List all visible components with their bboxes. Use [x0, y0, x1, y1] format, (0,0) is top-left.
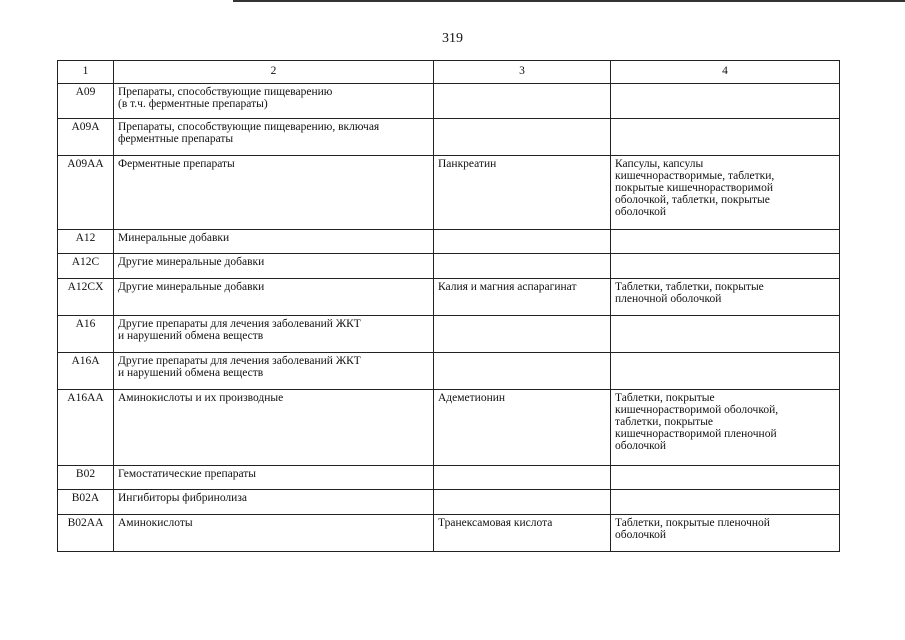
atc-code: B02 — [58, 466, 114, 490]
table-row — [58, 119, 840, 156]
atc-code: B02AA — [58, 515, 114, 552]
table-row — [58, 156, 840, 230]
dosage-form — [611, 316, 840, 353]
table-row — [58, 353, 840, 390]
substance-name: Транексамовая кислота — [434, 515, 611, 552]
substance-name: Панкреатин — [434, 156, 611, 230]
dosage-form — [611, 466, 840, 490]
dosage-form — [611, 119, 840, 156]
table-row — [58, 515, 840, 552]
substance-name — [434, 466, 611, 490]
atc-code: A12CX — [58, 279, 114, 316]
group-name: Другие минеральные добавки — [114, 279, 434, 316]
group-name: Препараты, способствующие пищеварению, включая ферментные препараты — [114, 119, 434, 156]
atc-code: A09AA — [58, 156, 114, 230]
drug-table — [57, 60, 840, 552]
substance-name: Адеметионин — [434, 390, 611, 466]
substance-name — [434, 316, 611, 353]
dosage-form — [611, 84, 840, 119]
table-row — [58, 84, 840, 119]
dosage-form — [611, 230, 840, 254]
table-row — [58, 316, 840, 353]
dosage-form: Таблетки, таблетки, покрытые пленочной оболочкой — [611, 279, 840, 316]
table-row — [58, 279, 840, 316]
top-rule — [233, 0, 905, 2]
dosage-form — [611, 490, 840, 515]
column-header: 1 — [58, 61, 114, 84]
group-name: Аминокислоты — [114, 515, 434, 552]
substance-name — [434, 254, 611, 279]
dosage-form — [611, 254, 840, 279]
atc-code: A16AA — [58, 390, 114, 466]
page-number: 319 — [442, 31, 463, 46]
atc-code: A12 — [58, 230, 114, 254]
atc-code: B02A — [58, 490, 114, 515]
group-name: Минеральные добавки — [114, 230, 434, 254]
substance-name: Калия и магния аспарагинат — [434, 279, 611, 316]
group-name: Препараты, способствующие пищеварению (в т.ч. ферментные препараты) — [114, 84, 434, 119]
group-name: Другие минеральные добавки — [114, 254, 434, 279]
table-row — [58, 390, 840, 466]
group-name: Аминокислоты и их производные — [114, 390, 434, 466]
atc-code: A09 — [58, 84, 114, 119]
column-header: 3 — [434, 61, 611, 84]
substance-name — [434, 353, 611, 390]
atc-code: A12C — [58, 254, 114, 279]
group-name: Другие препараты для лечения заболеваний ЖКТ и нарушений обмена веществ — [114, 353, 434, 390]
substance-name — [434, 490, 611, 515]
table-header-row — [58, 61, 840, 84]
table-row — [58, 230, 840, 254]
atc-code: A09A — [58, 119, 114, 156]
dosage-form — [611, 353, 840, 390]
group-name: Ферментные препараты — [114, 156, 434, 230]
substance-name — [434, 230, 611, 254]
table-row — [58, 466, 840, 490]
atc-code: A16A — [58, 353, 114, 390]
substance-name — [434, 84, 611, 119]
column-header: 4 — [611, 61, 840, 84]
group-name: Другие препараты для лечения заболеваний ЖКТ и нарушений обмена веществ — [114, 316, 434, 353]
atc-code: A16 — [58, 316, 114, 353]
column-header: 2 — [114, 61, 434, 84]
dosage-form: Таблетки, покрытые пленочной оболочкой — [611, 515, 840, 552]
table-row — [58, 254, 840, 279]
substance-name — [434, 119, 611, 156]
dosage-form: Капсулы, капсулы кишечнорастворимые, таблетки, покрытые кишечнорастворимой оболочкой, таблетки, покрытые оболочкой — [611, 156, 840, 230]
group-name: Ингибиторы фибринолиза — [114, 490, 434, 515]
dosage-form: Таблетки, покрытые кишечнорастворимой оболочкой, таблетки, покрытые кишечнорастворимой пленочной оболочкой — [611, 390, 840, 466]
group-name: Гемостатические препараты — [114, 466, 434, 490]
table-row — [58, 490, 840, 515]
